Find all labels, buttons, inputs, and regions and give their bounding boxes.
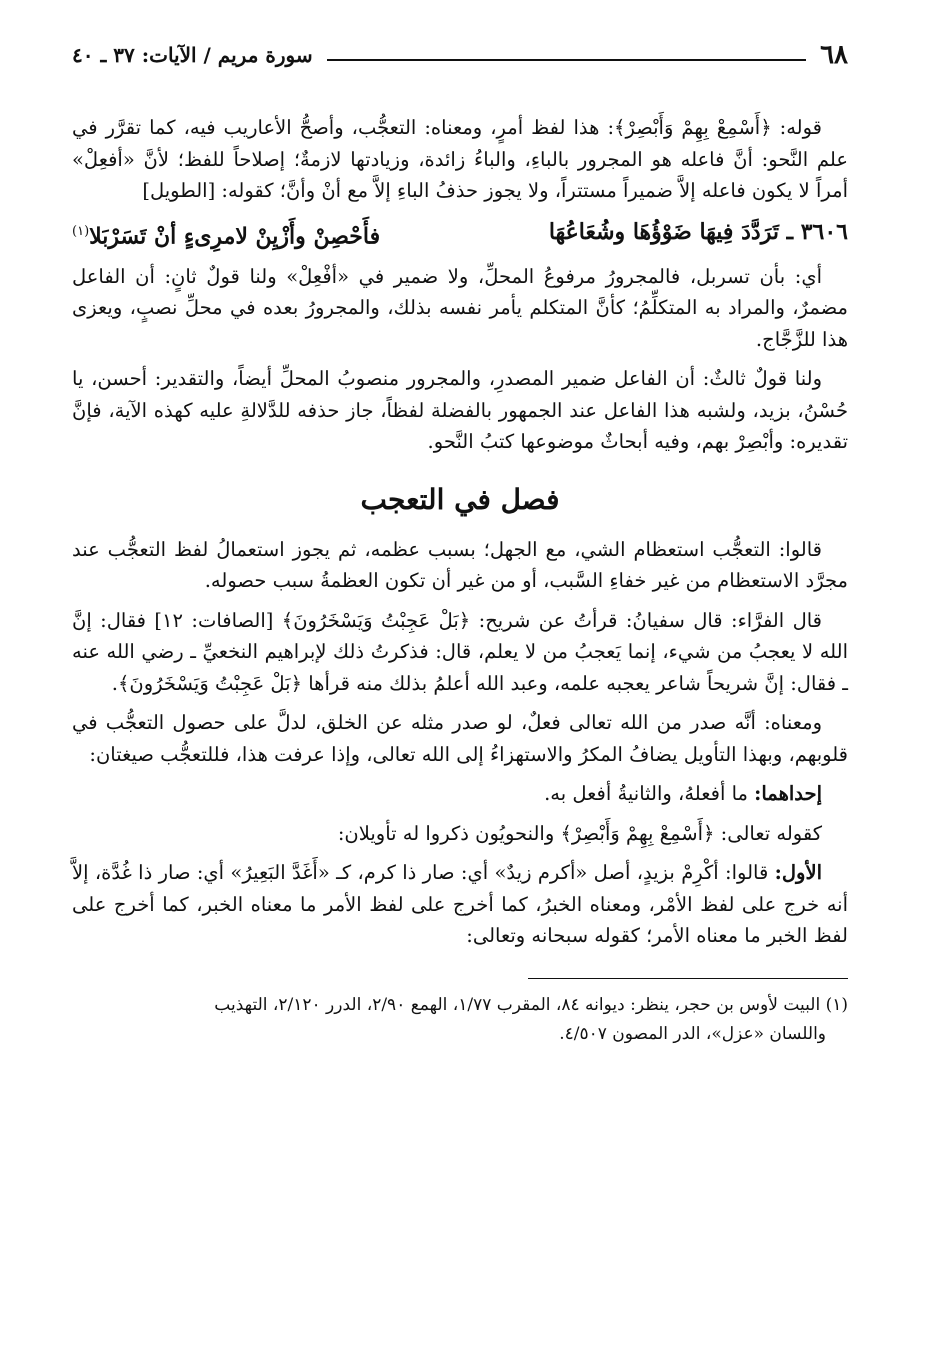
paragraph-4: قالوا: التعجُّب استعظام الشي، مع الجهل؛ بسبب عظمه، ثم يجوز استعمالُ لفظ التعجُّب عند مجرَّد الاستعظام من غير خفاءِ السَّبب، أو من غير أن تكون العظمةُ سبب حصوله. xyxy=(72,537,848,593)
paragraph-9 xyxy=(72,857,848,952)
header-title: سورة مريم / الآيات: ٣٧ ـ ٤٠ xyxy=(72,43,313,67)
paragraph-7-text: ما أفعلهُ، والثانيةُ أفعل به. xyxy=(544,782,748,806)
section-title: فصل في التعجب xyxy=(360,482,560,516)
paragraph-6: ومعناه: أنَّه صدر من الله تعالى فعلٌ، لو صدر مثله عن الخلق، لدلَّ على حصول التعجُّب في قلوبهم، وبهذا التأويل يضافُ المكرُ والاستهزاءُ إلى الله تعالى، وإذا عرفت هذا، فللتعجُّب صيغتان: xyxy=(72,711,848,766)
paragraph-7-label: إحداهما: xyxy=(754,782,822,806)
main-text xyxy=(72,112,848,952)
verse-second-text: فأَحْصِنْ وأَزْيِنْ لامرِىءٍ أنْ تَسَرْبَلا xyxy=(89,222,381,249)
verse-second-hemistich xyxy=(72,215,380,253)
paragraph-7 xyxy=(72,778,848,810)
footnote-reference: (١) xyxy=(72,223,90,239)
page-number: ٦٨ xyxy=(820,40,848,70)
poetry-verse xyxy=(72,215,848,253)
verse-first-hemistich: ٣٦٠٦ ـ تَرَدَّدَ فِيهَا ضَوْؤُهَا وشُعَاعُهَا xyxy=(548,218,848,245)
paragraph-9-label: الأول: xyxy=(774,861,822,885)
header-rule xyxy=(327,59,806,61)
footnote-rule xyxy=(528,978,848,979)
footnote-line-1: (١) البيت لأوس بن حجر، ينظر: ديوانه ٨٤، المقرب ١/٧٧، الهمع ٢/٩٠، الدرر ٢/١٢٠، التهذيب xyxy=(214,994,848,1015)
paragraph-9-text: قالوا: أكْرِمْ بزيدٍ، أصل «أكرم زيدٌ» أي: صار ذا كرم، كـ «أَغَدَّ البَعِيرُ» أي: صار ذا غُدَّة، إلاَّ أنه خرج على لفظ الأمْر، ومعناه الخبرُ، كما أخرج على لفظ الأمر ما معناه الخبر، كما أخرج على لفظ الخبر ما معناه الأمر؛ كقوله سبحانه وتعالى: xyxy=(72,861,848,948)
footnote xyxy=(72,991,848,1049)
paragraph-2: أي: بأن تسربل، فالمجرورُ مرفوعُ المحلِّ، ولا ضمير في «أفْعِلْ» ولنا قولٌ ثانٍ: أن الفاعل مضمرٌ، والمراد به المتكلِّمُ؛ كأنَّ المتكلم يأمر نفسه بذلك، والمجرورُ بعده في محلِّ نصبٍ، ويعزى هذا للزَّجَّاج. xyxy=(72,264,848,351)
paragraph-1: قوله: ﴿أَسْمِعْ بِهِمْ وَأَبْصِرْ﴾: هذا لفظ أمرٍ، ومعناه: التعجُّب، وأصحُّ الأعاريب فيه، كما تقرَّر في علم النَّحو: أنَّ فاعله هو المجرور بالباءِ، والباءُ زائدة، وزيادتها لازمةٌ؛ إصلاحاً للفظ؛ لأنَّ «أفعِلْ» أمراً لا يكون فاعله إلاَّ ضميراً مستتراً، ولا يجوز حذفُ الباءِ إلاَّ مع أنْ وأنَّ؛ كقوله: [الطويل] xyxy=(72,116,848,202)
paragraph-5: قال الفرَّاء: قال سفيانُ: قرأتُ عن شريح: ﴿بَلْ عَجِبْتُ وَيَسْخَرُونَ﴾ [الصافات: ١٢] فقال: إنَّ الله لا يعجبُ من شيء، إنما يَعجبُ من لا يعلم، قال: فذكرتُ ذلك لإبراهيم النخعيِّ ـ رضي الله عنه ـ فقال: إنَّ شريحاً شاعر يعجبه علمه، وعبد الله أعلمُ بذلك منه قرأها ﴿بَلْ عَجِبْتُ وَيَسْخَرُونَ﴾. xyxy=(72,608,848,695)
book-page xyxy=(72,30,848,1049)
paragraph-8: كقوله تعالى: ﴿أَسْمِعْ بِهِمْ وَأَبْصِرْ﴾ والنحويُون ذكروا له تأويلان: xyxy=(337,821,822,845)
running-header xyxy=(72,30,848,70)
footnote-line-2: واللسان «عزل»، الدر المصون ٤/٥٠٧. xyxy=(559,1023,826,1044)
paragraph-3: ولنا قولٌ ثالثٌ: أن الفاعل ضمير المصدرِ، والمجرور منصوبُ المحلِّ أيضاً، والتقدير: أحسن، يا حُسْنُ، بزيد، ولشبه هذا الفاعل عند الجمهور بالفضلة لفظاً، جاز حذفه للدَّلالةِ عليه كهذه الآية، فإنَّ تقديره: وأبْصِرْ بهم، وفيه أبحاثٌ موضوعها كتبُ النَّحو. xyxy=(72,367,848,454)
